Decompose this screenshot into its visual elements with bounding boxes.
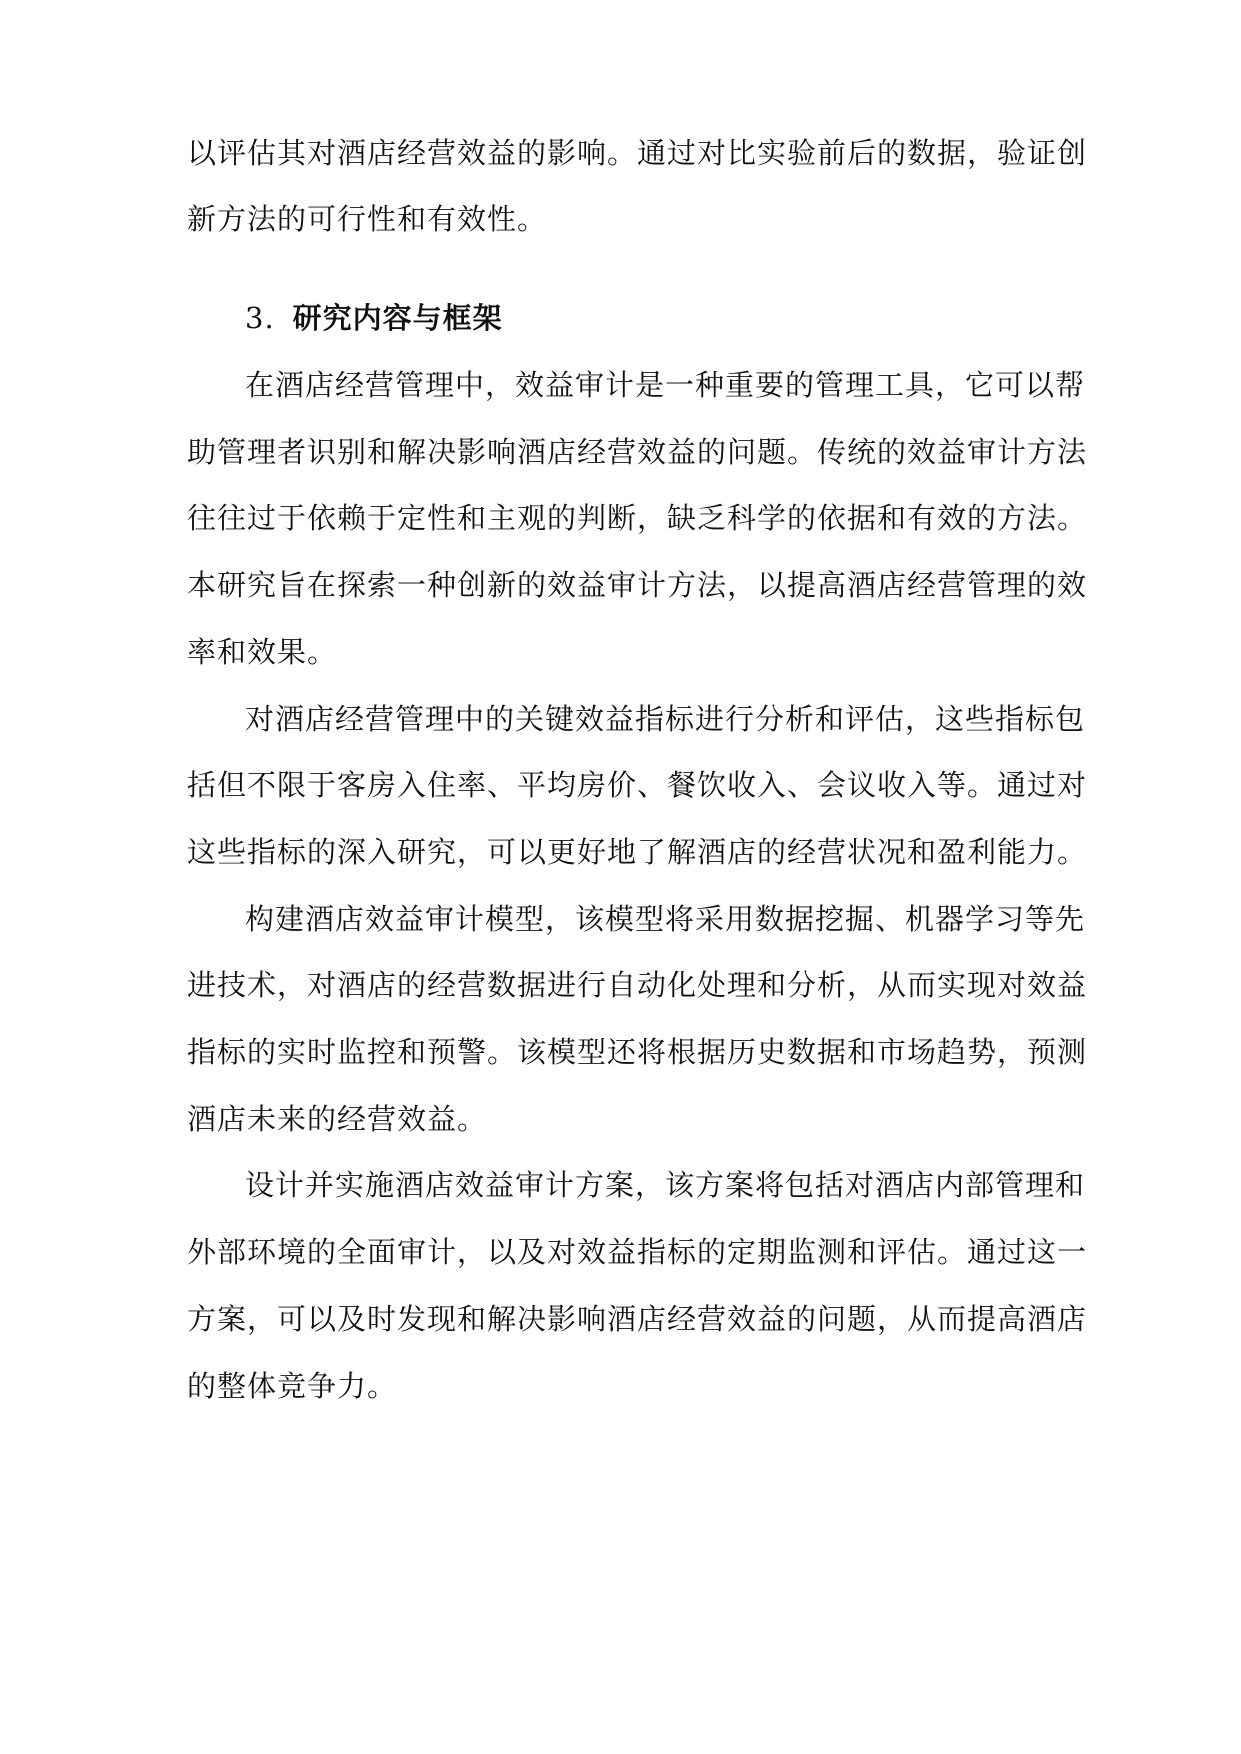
paragraph-3-line-2: 进技术，对酒店的经营数据进行自动化处理和分析，从而实现对效益 [187,968,1088,1002]
paragraph-1-line-5: 率和效果。 [187,635,338,669]
paragraph-2-line-3: 这些指标的深入研究，可以更好地了解酒店的经营状况和盈利能力。 [187,835,1088,869]
paragraph-2-line-2: 括但不限于客房入住率、平均房价、餐饮收入、会议收入等。通过对 [187,768,1088,802]
section-heading [245,290,845,346]
paragraph-1-line-3: 往往过于依赖于定性和主观的判断，缺乏科学的依据和有效的方法。 [187,501,1088,535]
paragraph-2-line-1: 对酒店经营管理中的关键效益指标进行分析和评估，这些指标包 [245,702,1086,736]
paragraph-3-line-3: 指标的实时监控和预警。该模型还将根据历史数据和市场趋势，预测 [187,1035,1088,1069]
intro-line-2: 新方法的可行性和有效性。 [187,202,548,236]
paragraph-3-line-4: 酒店未来的经营效益。 [187,1102,488,1136]
section-number: 3. [245,301,275,335]
paragraph-4-line-1: 设计并实施酒店效益审计方案，该方案将包括对酒店内部管理和 [245,1168,1086,1202]
section-title: 研究内容与框架 [292,301,503,335]
intro-line-1: 以评估其对酒店经营效益的影响。通过对比实验前后的数据，验证创 [187,136,1088,170]
paragraph-1-line-1: 在酒店经营管理中，效益审计是一种重要的管理工具，它可以帮 [245,368,1086,402]
paragraph-3-line-1: 构建酒店效益审计模型，该模型将采用数据挖掘、机器学习等先 [245,902,1086,936]
paragraph-4-line-3: 方案，可以及时发现和解决影响酒店经营效益的问题，从而提高酒店 [187,1302,1088,1336]
paragraph-1-line-2: 助管理者识别和解决影响酒店经营效益的问题。传统的效益审计方法 [187,435,1088,469]
paragraph-4-line-2: 外部环境的全面审计，以及对效益指标的定期监测和评估。通过这一 [187,1235,1088,1269]
paragraph-1-line-4: 本研究旨在探索一种创新的效益审计方法，以提高酒店经营管理的效 [187,568,1088,602]
paragraph-4-line-4: 的整体竞争力。 [187,1369,398,1403]
